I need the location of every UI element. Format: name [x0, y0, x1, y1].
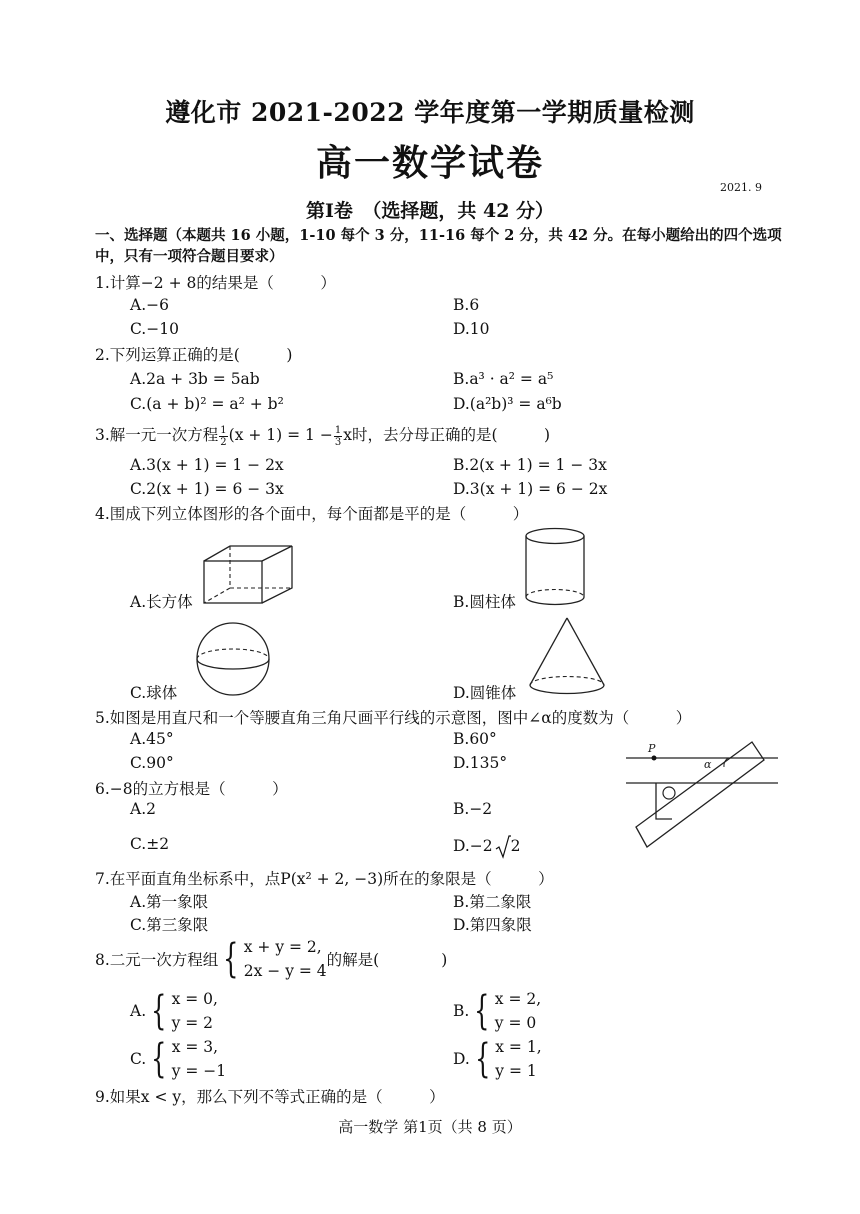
sqrt-icon — [495, 835, 511, 859]
exam-subtitle: 高一数学试卷 — [315, 142, 544, 184]
q2-stem: 2.下列运算正确的是( ) — [95, 346, 293, 364]
q5-option-a: A.45° — [130, 730, 174, 748]
q3-stem-post: x时，去分母正确的是( ) — [343, 426, 551, 444]
q8-stem-post: 的解是( ) — [326, 951, 448, 969]
q1-option-a: A.−6 — [130, 296, 169, 314]
q3-stem — [95, 423, 550, 448]
cuboid-figure — [200, 543, 296, 607]
q5-stem: 5.如图是用直尺和一个等腰直角三角尺画平行线的示意图，图中∠α的度数为（ ） — [95, 709, 692, 727]
page-footer: 高一数学 第1页（共 8 页） — [338, 1118, 522, 1136]
fig-point-p-label: P — [648, 742, 656, 755]
q6-option-d-radicand: 2 — [510, 837, 521, 855]
q5-option-c: C.90° — [130, 754, 174, 772]
q8-equation-system: x + y = 2, 2x − y = 4 — [243, 938, 327, 980]
ruler-triangle-figure — [622, 738, 782, 848]
exam-title: 遵化市 2021-2022 学年度第一学期质量检测 — [165, 98, 695, 127]
fig-alpha-label: α — [704, 758, 712, 771]
q7-stem: 7.在平面直角坐标系中，点P(x² + 2, −3)所在的象限是（ ） — [95, 870, 554, 888]
q6-option-a: A.2 — [130, 800, 156, 818]
q8-stem — [95, 935, 447, 983]
brace-icon: { — [151, 1036, 167, 1082]
q6-option-c: C.±2 — [130, 835, 170, 853]
q2-option-a: A.2a + 3b = 5ab — [130, 370, 260, 388]
q8-option-b: B. { x = 2, y = 0 — [453, 988, 542, 1034]
q4-stem: 4.围成下列立体图形的各个面中，每个面都是平的是（ ） — [95, 505, 529, 523]
q2-option-b: B.a³ · a² = a⁵ — [453, 370, 554, 388]
q6-option-d-prefix: D.−2 — [453, 837, 493, 855]
section-instructions: 一、选择题（本题共 16 小题，1-10 每个 3 分，11-16 每个 2 分，共 42 分。在每小题给出的四个选项中，只有一项符合题目要求） — [95, 227, 782, 265]
q3-fraction-half: $\frac{1}{2}$ — [220, 424, 227, 448]
q4-option-d: D.圆锥体 — [453, 684, 517, 702]
q7-option-b: B.第二象限 — [453, 893, 532, 911]
q7-option-a: A.第一象限 — [130, 893, 209, 911]
q4-option-a: A.长方体 — [130, 593, 193, 611]
q5-option-d: D.135° — [453, 754, 508, 772]
q3-option-a: A.3(x + 1) = 1 − 2x — [130, 456, 284, 474]
q6-stem: 6.−8的立方根是（ ） — [95, 780, 288, 798]
q1-stem: 1.计算−2 + 8的结果是（ ） — [95, 274, 336, 292]
q6-option-d — [453, 835, 521, 859]
q7-option-d: D.第四象限 — [453, 916, 532, 934]
q1-option-d: D.10 — [453, 320, 490, 338]
q4-option-b: B.圆柱体 — [453, 593, 516, 611]
brace-icon: { — [151, 988, 167, 1034]
q8-option-a: A. { x = 0, y = 2 — [130, 988, 218, 1034]
exam-date: 2021. 9 — [720, 181, 762, 194]
q2-option-d: D.(a²b)³ = a⁶b — [453, 395, 562, 413]
q6-option-b: B.−2 — [453, 800, 493, 818]
q1-option-b: B.6 — [453, 296, 480, 314]
q8-option-d: D. { x = 1, y = 1 — [453, 1036, 542, 1082]
q3-option-d: D.3(x + 1) = 6 − 2x — [453, 480, 608, 498]
cylinder-figure — [522, 526, 588, 608]
q3-fraction-third: $\frac{1}{3}$ — [334, 424, 342, 448]
q7-option-c: C.第三象限 — [130, 916, 209, 934]
q8-stem-pre: 8.二元一次方程组 — [95, 951, 219, 969]
brace-icon: { — [223, 936, 239, 982]
section-heading: 第Ⅰ卷 （选择题，共 42 分） — [305, 200, 555, 222]
q5-option-b: B.60° — [453, 730, 497, 748]
q2-option-c: C.(a + b)² = a² + b² — [130, 395, 284, 413]
q3-option-b: B.2(x + 1) = 1 − 3x — [453, 456, 607, 474]
q4-option-c: C.球体 — [130, 684, 178, 702]
cone-figure — [527, 615, 607, 697]
brace-icon: { — [474, 1036, 491, 1082]
q1-option-c: C.−10 — [130, 320, 179, 338]
q8-option-c: C. { x = 3, y = −1 — [130, 1036, 227, 1082]
q3-stem-pre: 3.解一元一次方程 — [95, 426, 219, 444]
q3-stem-mid: (x + 1) = 1 − — [228, 426, 333, 444]
sphere-figure — [193, 620, 273, 698]
brace-icon: { — [474, 988, 490, 1034]
q9-stem: 9.如果x < y，那么下列不等式正确的是（ ） — [95, 1088, 445, 1106]
q3-option-c: C.2(x + 1) = 6 − 3x — [130, 480, 284, 498]
